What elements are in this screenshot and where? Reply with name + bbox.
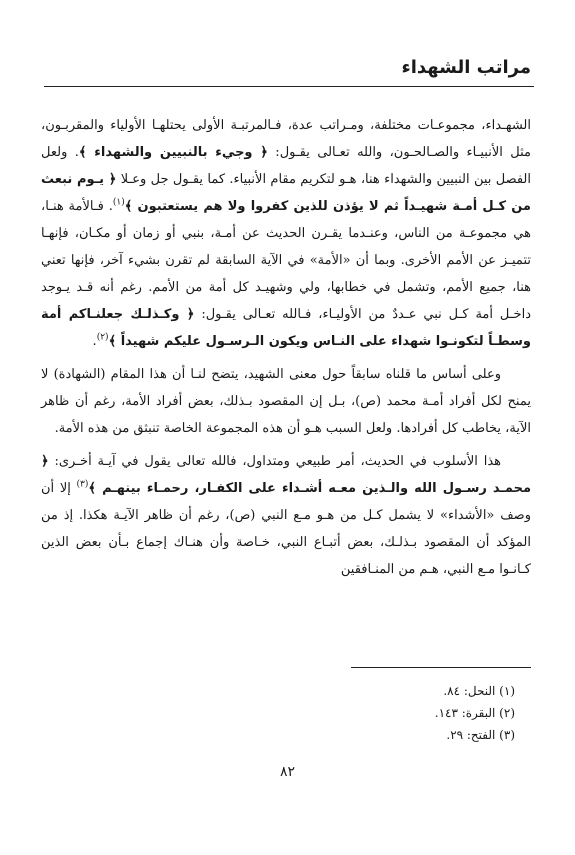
paragraph-1-text-4: . xyxy=(92,334,97,349)
footnote-3: (٣) الفتح: ٢٩. xyxy=(446,728,515,742)
footnote-ref-1: (١) xyxy=(112,197,125,208)
paragraph-3 xyxy=(41,448,531,583)
footnote-2: (٢) البقرة: ١٤٣. xyxy=(434,706,515,720)
header-rule xyxy=(44,86,534,87)
paragraph-1 xyxy=(41,112,531,355)
running-title: مراتب الشهداء xyxy=(401,57,531,78)
paragraph-2: وعلى أساس ما قلناه سابقاً حول معنى الشهيد، يتضح لنـا أن هذا المقام (الشهادة) لا يمنح لكل أفراد أمـة محمد (ص)، بـل إن المقصود بـذلك، بعض أفراد الأمة، رغم أن ظاهر الآية، يخاطب كل أفرادها. ولعل السبب هـو أن هذه المجموعة الخاصة تنبثق من هذه الأمة. xyxy=(41,367,531,436)
footnote-ref-3: (٣) xyxy=(76,479,89,490)
paragraph-3-text-1: هذا الأسلوب في الحديث، أمر طبيعي ومتداول، فالله تعالى يقول في آيـة أخـرى: xyxy=(48,454,501,469)
paragraph-1-text-2: . ولعل الفصل بين النبيين والشهداء هنا، هـو لتكريم مقام الأنبياء. كما يقـول جل وعـلا xyxy=(41,145,531,187)
quran-quote-3: ﴿ وكـذلـك جعلنـاكم أمة وسطـاً لتكونـوا شهداء على النـاس ويكون الـرسـول عليكم شهيداً ﴾ xyxy=(41,307,531,349)
page-number: ٨٢ xyxy=(279,764,296,780)
main-text xyxy=(41,112,531,589)
footnote-rule xyxy=(351,667,531,668)
quran-quote-4: ﴿ محمـد رسـول الله والـذين معـه أشـداء على الكفـار، رحمـاء بينهـم ﴾ xyxy=(41,454,531,496)
footnote-ref-2: (٢) xyxy=(96,332,109,343)
footnotes xyxy=(215,680,515,746)
paragraph-3-text-2: إلا أن وصف «الأشداء» لا يشمل كـل من هـو مـع النبي (ص)، رغم أن ظاهر الآيـة هكذا. إذ من المؤكد أن المقصود بـذلـك، بعض أتبـاع النبي، خـاصة وأن هنـاك إجماع بـأن بعض الذين كـانـوا مـع النبي، هـم من المنـافقين xyxy=(41,481,531,577)
quran-quote-2: ﴿ يـوم نبعث من كـل أمـة شهيـداً ثم لا يؤذن للذين كفروا ولا هم يستعتبون ﴾ xyxy=(41,172,531,214)
paragraph-1-text-1: الشهـداء، مجموعـات مختلفة، ومـراتب عدة، فـالمرتبـة الأولى يحتلهـا الأولياء والمقربـون، مثل الأنبيـاء والصـالحـون، والله تعـالى يقـول: xyxy=(41,118,531,160)
footnote-1: (١) النحل: ٨٤. xyxy=(443,684,515,698)
paragraph-1-text-3: . فـالأمة هنـا، هي مجموعـة من الناس، وعنـدما يقـرن الحديث عن أمـة، بنبي أو زمان أو مكـان، فإنهـا تتميـز عن الأمم الأخرى. وبما أن «الأمة» في الآية السابقة لم تقرن بشيء آخر، فإنها تعني هنا، جميع الأمم، وتشمل في خطابها، ولي وشهيـد كل أمة من الأمم. رغم أنه قـد يـوجد داخـل أمة كـل نبي عـددٌ من الأوليـاء، فـالله تعـالى يقـول: xyxy=(41,199,531,322)
quran-quote-1: ﴿ وجيء بالنبيين والشهداء ﴾ xyxy=(78,145,268,160)
